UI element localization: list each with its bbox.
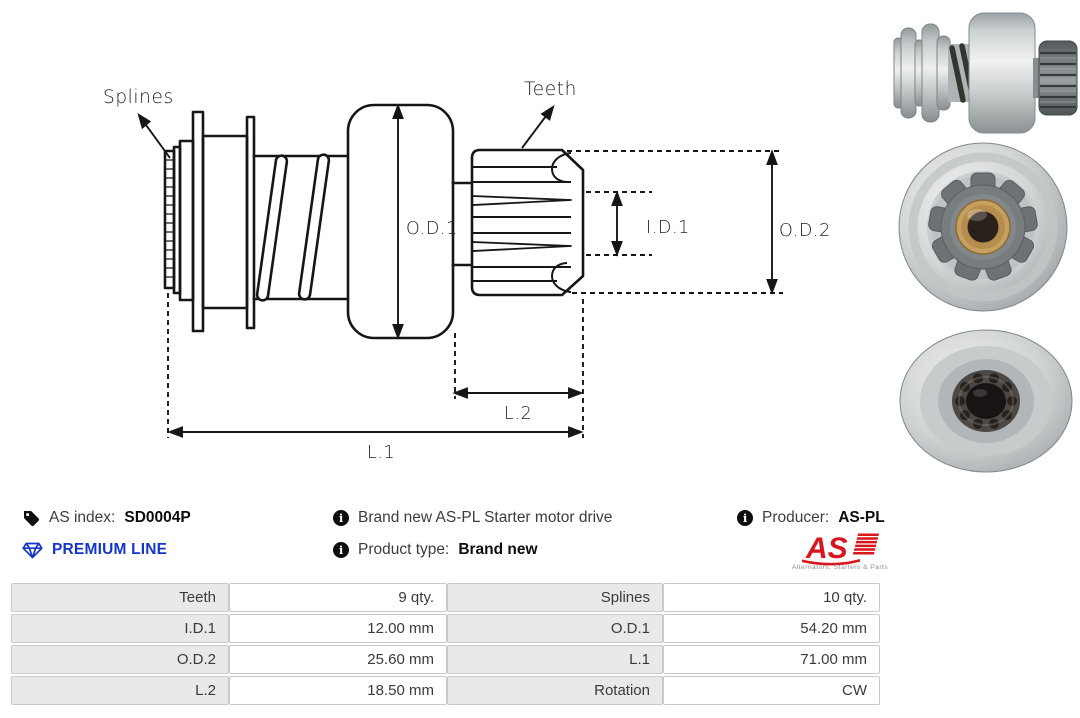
spring-coil	[298, 154, 329, 300]
as-pl-logo	[780, 530, 900, 570]
spring-coil	[256, 155, 287, 301]
dim-label-teeth: Teeth	[524, 79, 577, 100]
producer-label: Producer:	[762, 509, 830, 526]
spec-label: I.D.1	[11, 614, 229, 643]
logo-stripes	[853, 534, 879, 555]
diamond-icon	[22, 542, 43, 559]
product-photo-rear-view[interactable]	[894, 329, 1078, 473]
pinion-gear	[472, 150, 583, 295]
dim-label-od1: O.D.1	[406, 219, 458, 239]
dim-label-od2: O.D.2	[779, 221, 831, 241]
logo-tagline: Alternators, Starters & Parts	[791, 564, 889, 570]
spec-value: 71.00 mm	[663, 645, 880, 674]
dim-label-id1: I.D.1	[646, 218, 690, 238]
clutch-drum-photo	[969, 13, 1035, 133]
spec-value: 18.50 mm	[229, 676, 447, 705]
info-icon: i	[333, 510, 349, 526]
spec-value: 12.00 mm	[229, 614, 447, 643]
info-icon: i	[333, 542, 349, 558]
product-type-value: Brand new	[458, 541, 538, 558]
product-photo-side-view[interactable]	[893, 8, 1079, 136]
spec-table	[11, 583, 880, 705]
description-row	[333, 509, 612, 527]
teeth-leader-line	[522, 116, 546, 148]
front-flange	[193, 112, 203, 331]
dim-label-l1: L.1	[367, 443, 396, 463]
as-index-row	[22, 509, 191, 527]
splines-arrowhead	[139, 115, 150, 128]
producer-row	[737, 509, 885, 527]
spec-value: 9 qty.	[229, 583, 447, 612]
spec-value: 54.20 mm	[663, 614, 880, 643]
spec-label: O.D.1	[447, 614, 663, 643]
product-type-label: Product type:	[358, 541, 450, 558]
product-type-row	[333, 541, 538, 559]
spec-label: L.1	[447, 645, 663, 674]
spec-value: 10 qty.	[663, 583, 880, 612]
premium-line-label: PREMIUM LINE	[52, 541, 168, 558]
spec-label: Teeth	[11, 583, 229, 612]
spec-value: CW	[663, 676, 880, 705]
dim-label-splines: Splines	[103, 87, 174, 108]
tag-icon	[22, 509, 40, 527]
spec-value: 25.60 mm	[229, 645, 447, 674]
as-index-value: SD0004P	[124, 509, 191, 526]
as-index-label: AS index:	[49, 509, 116, 526]
info-icon: i	[737, 510, 753, 526]
dim-label-l2: L.2	[504, 404, 533, 424]
product-description: Brand new AS-PL Starter motor drive	[358, 509, 613, 526]
splines-leader-line	[146, 125, 170, 158]
spec-label: Rotation	[447, 676, 663, 705]
producer-value: AS-PL	[838, 509, 885, 526]
spec-label: Splines	[447, 583, 663, 612]
product-photo-front-view[interactable]	[897, 141, 1069, 313]
premium-line-row	[22, 541, 167, 559]
spec-label: L.2	[11, 676, 229, 705]
spec-label: O.D.2	[11, 645, 229, 674]
rear-flange	[247, 117, 254, 328]
logo-brand-text: AS	[806, 532, 848, 565]
